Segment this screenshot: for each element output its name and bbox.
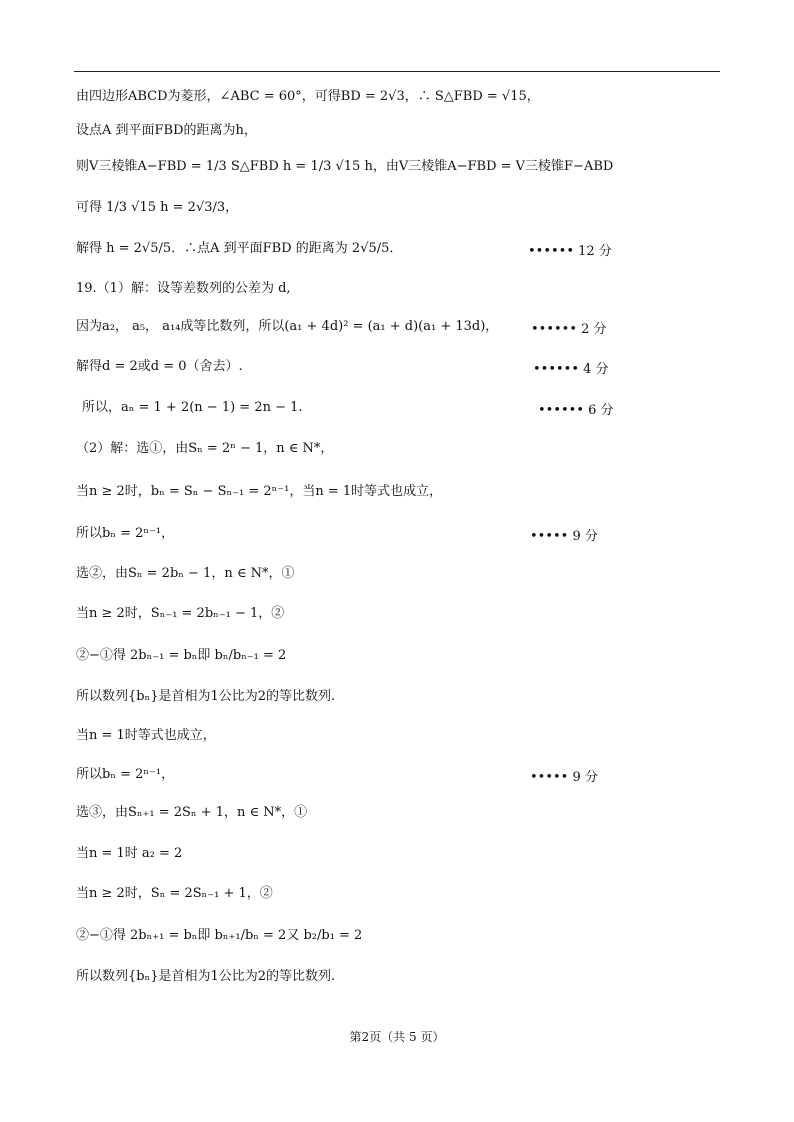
text-line: 当n = 1时 a₂ = 2 [76, 846, 183, 861]
text-line: 由四边形ABCD为菱形，∠ABC = 60°，可得BD = 2√3，∴ S△FBD = √15， [76, 89, 540, 104]
text-line: ②−①得 2bₙ₊₁ = bₙ即 bₙ₊₁/bₙ = 2又 b₂/b₁ = 2 [76, 928, 363, 943]
text-line: 所以数列{bₙ}是首相为1公比为2的等比数列. [76, 689, 336, 704]
score-mark: •••••• 4 分 [533, 362, 609, 377]
text-line: 所以，aₙ = 1 + 2(n − 1) = 2n − 1. [82, 400, 303, 415]
score-mark: •••••• 6 分 [538, 403, 614, 418]
score-mark: •••••• 2 分 [531, 322, 607, 337]
text-line: （2）解：选①，由Sₙ = 2ⁿ − 1，n ∈ N*， [76, 441, 334, 456]
text-line: 因为a₂， a₅， a₁₄成等比数列，所以(a₁ + 4d)² = (a₁ + d)(a₁ + 13d)， [76, 319, 499, 334]
text-line: 可得 1/3 √15 h = 2√3/3， [76, 200, 239, 215]
text-line: 选②，由Sₙ = 2bₙ − 1，n ∈ N*，① [76, 566, 295, 581]
text-line: ②−①得 2bₙ₋₁ = bₙ即 bₙ/bₙ₋₁ = 2 [76, 648, 287, 663]
score-mark: ••••• 9 分 [530, 770, 598, 785]
text-line: 解得 h = 2√5/5．∴点A 到平面FBD 的距离为 2√5/5． [76, 241, 403, 256]
text-line: 当n ≥ 2时，Sₙ = 2Sₙ₋₁ + 1，② [76, 886, 273, 901]
score-mark: •••••• 12 分 [528, 244, 612, 259]
score-mark: ••••• 9 分 [530, 529, 598, 544]
page-footer: 第2页（共 5 页） [349, 1030, 445, 1044]
text-line: 选③，由Sₙ₊₁ = 2Sₙ + 1，n ∈ N*，① [76, 805, 308, 820]
text-line: 当n ≥ 2时，bₙ = Sₙ − Sₙ₋₁ = 2ⁿ⁻¹，当n = 1时等式也成立， [76, 484, 443, 499]
text-line: 当n ≥ 2时，Sₙ₋₁ = 2bₙ₋₁ − 1，② [76, 606, 285, 621]
text-line: 19.（1）解：设等差数列的公差为 d, [76, 281, 291, 296]
header-rule [74, 71, 720, 72]
text-line: 所以bₙ = 2ⁿ⁻¹， [76, 767, 175, 782]
text-line: 解得d = 2或d = 0（舍去）. [76, 359, 243, 374]
text-line: 设点A 到平面FBD的距离为h， [76, 123, 257, 138]
text-line: 则V三棱锥A−FBD = 1/3 S△FBD h = 1/3 √15 h，由V三棱锥A−FBD = V三棱锥F−ABD [76, 159, 614, 174]
text-line: 当n = 1时等式也成立， [76, 728, 216, 743]
text-line: 所以数列{bₙ}是首相为1公比为2的等比数列. [76, 969, 336, 984]
text-line: 所以bₙ = 2ⁿ⁻¹， [76, 526, 175, 541]
